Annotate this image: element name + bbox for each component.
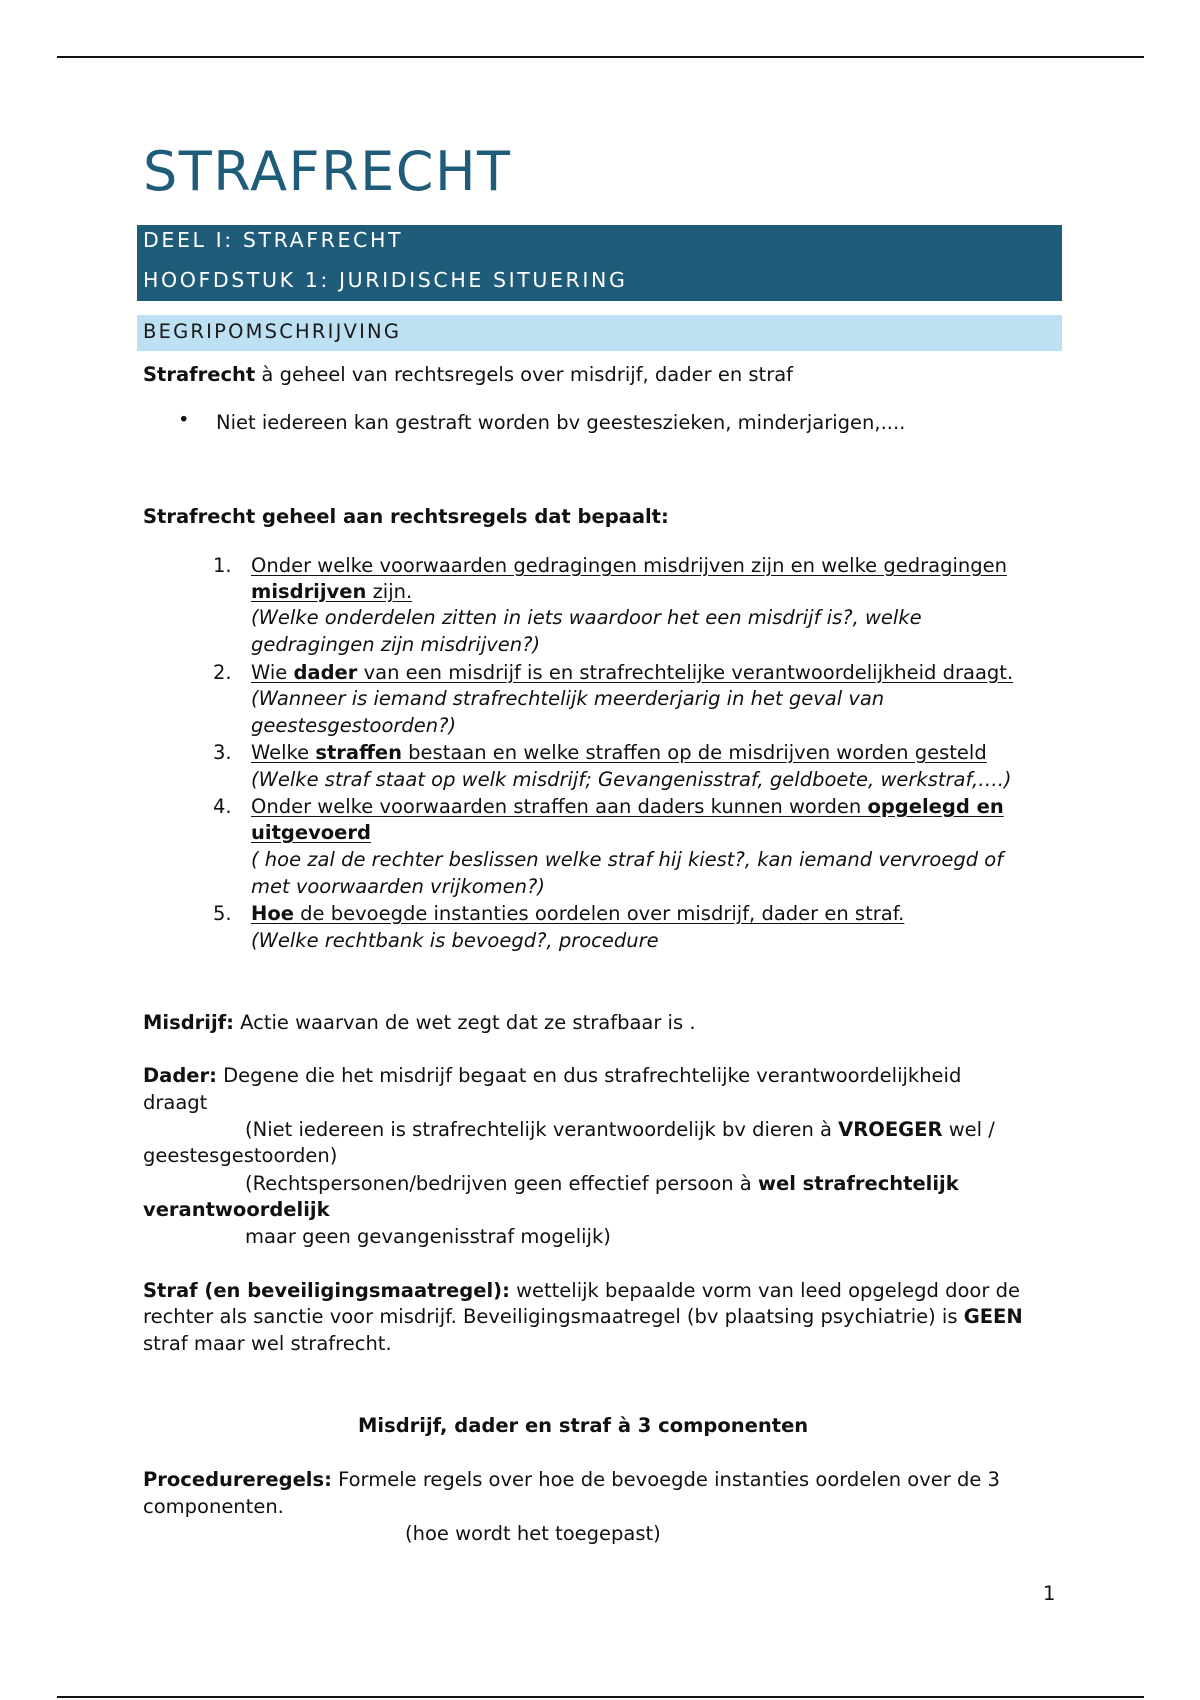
intro-definition — [143, 363, 793, 386]
list-item-2-note2: geestesgestoorden?) — [251, 714, 457, 737]
list-item-3: Welke straffen bestaan en welke straffen op de misdrijven worden gesteld — [251, 741, 987, 764]
procedure-note: (hoe wordt het toegepast) — [405, 1522, 661, 1545]
dader-note-1-cont: geestesgestoorden) — [143, 1144, 338, 1167]
rules-heading: Strafrecht geheel aan rechtsregels dat bepaalt: — [143, 505, 669, 528]
list-item-5-note1: (Welke rechtbank is bevoegd?, procedure — [251, 929, 659, 952]
list-item-1-line2: misdrijven zijn. — [251, 580, 413, 603]
procedure-definition: Procedureregels: Formele regels over hoe de bevoegde instanties oordelen over de 3 — [143, 1468, 1000, 1491]
straf-definition-line2: rechter als sanctie voor misdrijf. Beveiligingsmaatregel (bv plaatsing psychiatrie) is GEEN — [143, 1305, 1023, 1328]
intro-text: à geheel van rechtsregels over misdrijf, dader en straf — [255, 363, 794, 386]
bottom-rule — [57, 1696, 1144, 1698]
intro-bullet-text: Niet iedereen kan gestraft worden bv geesteszieken, minderjarigen,.... — [216, 411, 906, 434]
page-number: 1 — [1043, 1582, 1056, 1605]
list-item-4-note1: ( hoe zal de rechter beslissen welke straf hij kiest?, kan iemand vervroegd of — [251, 848, 1004, 871]
list-item-1-note1: (Welke onderdelen zitten in iets waardoor het een misdrijf is?, welke — [251, 606, 922, 629]
dader-note-3: maar geen gevangenisstraf mogelijk) — [245, 1225, 611, 1248]
chapter-heading: HOOFDSTUK 1: JURIDISCHE SITUERING — [143, 268, 628, 292]
list-item-2: Wie dader van een misdrijf is en strafrechtelijke verantwoordelijkheid draagt. — [251, 661, 1014, 684]
dader-note-2-cont: verantwoordelijk — [143, 1198, 330, 1221]
dader-note-2: (Rechtspersonen/bedrijven geen effectief persoon à wel strafrechtelijk — [245, 1172, 959, 1195]
dader-definition-cont: draagt — [143, 1091, 208, 1114]
dader-note-1: (Niet iedereen is strafrechtelijk verantwoordelijk bv dieren à VROEGER wel / — [245, 1118, 995, 1141]
list-number: 2. — [213, 661, 232, 684]
misdrijf-definition: Misdrijf: Actie waarvan de wet zegt dat ze strafbaar is . — [143, 1011, 696, 1034]
list-item-1-note2: gedragingen zijn misdrijven?) — [251, 633, 541, 656]
list-item-2-note1: (Wanneer is iemand strafrechtelijk meerderjarig in het geval van — [251, 687, 885, 710]
intro-term: Strafrecht — [143, 363, 256, 386]
list-item-1-line1: Onder welke voorwaarden gedragingen misdrijven zijn en welke gedragingen — [251, 554, 1007, 577]
part-heading: DEEL I: STRAFRECHT — [143, 228, 404, 252]
top-rule — [57, 56, 1144, 58]
list-item-5: Hoe de bevoegde instanties oordelen over misdrijf, dader en straf. — [251, 902, 905, 925]
list-item-4-line2: uitgevoerd — [251, 821, 371, 844]
section-band — [137, 315, 1062, 351]
list-number: 5. — [213, 902, 232, 925]
bullet-icon: • — [178, 408, 190, 431]
list-number: 1. — [213, 554, 232, 577]
list-item-4-note2: met voorwaarden vrijkomen?) — [251, 875, 545, 898]
procedure-definition-cont: componenten. — [143, 1495, 284, 1518]
components-heading: Misdrijf, dader en straf à 3 componenten — [358, 1414, 809, 1437]
section-heading: BEGRIPOMSCHRIJVING — [143, 320, 402, 343]
list-number: 4. — [213, 795, 232, 818]
straf-definition: Straf (en beveiligingsmaatregel): wettelijk bepaalde vorm van leed opgelegd door de — [143, 1279, 1020, 1302]
straf-definition-line3: straf maar wel strafrecht. — [143, 1332, 392, 1355]
heading-band — [137, 225, 1062, 301]
list-item-3-note1: (Welke straf staat op welk misdrijf; Gevangenisstraf, geldboete, werkstraf,….) — [251, 768, 1012, 791]
document-title: STRAFRECHT — [143, 140, 512, 203]
list-number: 3. — [213, 741, 232, 764]
list-item-4-line1: Onder welke voorwaarden straffen aan daders kunnen worden opgelegd en — [251, 795, 1004, 818]
dader-definition: Dader: Degene die het misdrijf begaat en dus strafrechtelijke verantwoordelijkheid — [143, 1064, 962, 1087]
